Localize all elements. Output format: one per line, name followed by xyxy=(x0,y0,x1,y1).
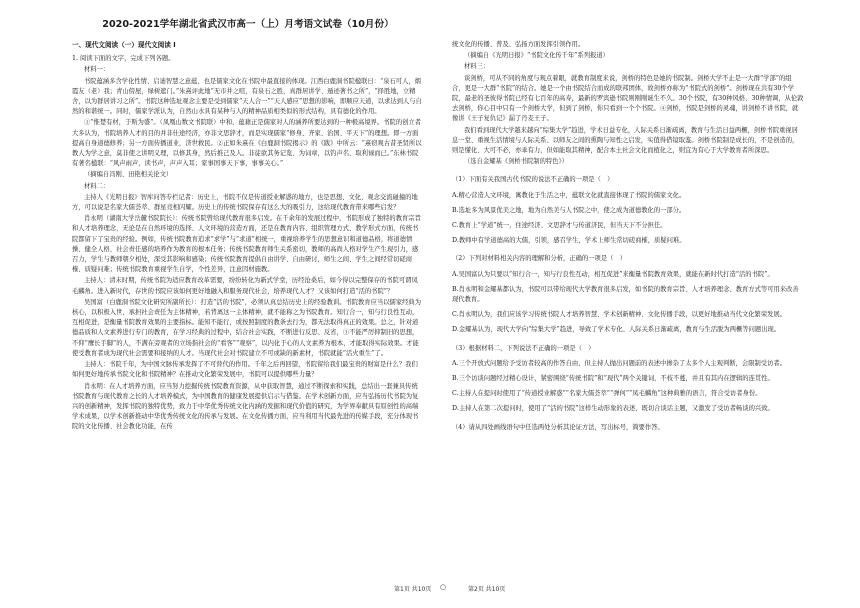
option: D.金耀基认为，现代大学向“综集大学”趋进，导致了学术专化、人际关系日渐疏离，教育与生活脱为两橛等问题出现。 xyxy=(452,326,781,334)
paragraph: 主持人：书院千年，为中国文脉传承发挥了不可替代的作用。千年之后再回望，书院留给我们最宝贵的财富是什么？我们如何更好地传承书院文化和书院精神？在推动文化繁荣发展中，书院可以提供哪些力量？ xyxy=(72,361,418,379)
source-note: （摘编自《光明日报》“书院文化传千年”系列报道） xyxy=(464,52,609,60)
paragraph: 我们看到现代大学越来越向“综集大学”趋进，学术日益专化，人际关系日渐疏离，教育与生活日益两橛，剑桥书院重视居息一堂、重视生活情境与人际关系、以师友之间的熏陶与知性之启发，实值得借镜取鉴。剑桥书院制是成长的，不是创造的，则是懂化、大可不必，亦乖有力，但如能取其精神，配合本土社会文化而植化之，则宜为有心于大学教育者所深思。 xyxy=(452,126,799,155)
question-intro: 1. 阅读下面的文字，完成下列各题。 xyxy=(72,55,175,63)
source-note: （摘编自冯刚、田艳相关论文） xyxy=(84,171,173,179)
paragraph: 主持人：清末时期，传统书院为适应教育改革需要，纷纷转化为新式学堂，历经沧桑后，如今得以完整保存的书院可谓凤毛麟角。进入新时代，存世的书院应该如何更好地融入和服务现代社会，培养现代人才？又该如何打造“活的书院”？ xyxy=(72,277,418,295)
option: C.肖永明认为，我们应该学习传统书院人才培养智慧、学术创新精神、文化传播手段，以更好地推动当代文化繁荣发展。 xyxy=(452,311,787,319)
paragraph: 吴国富（白鹿洞书院文化研究所副所长）：打造“活的书院”，必须认真总结历史上的经验教训。书院教育应当以儒家经典为核心，以积极入世、承担社会责任为主体精神，若背离这一主体精神，就不能称之为书院教育。知行合一，知与行良性互动，互相促进，是衡量书院教育效果的主要指标。能知不能行，或按照制度的教条去行为，都无法取得真正的效果。总之，针对道德品质和人文素养进行专门的教育，在学习经典的过程中，结合社会实践，不断进行反思、反省，③不能严厉抑制旧的思想，不仰“鹰长手脚”的人，不满在旁观者的立场指社会的“看客”“观察”，以内化于心的人文素养为根本，才能取得实际效果。才能使受教育者成为现代社会需要和接纳的人才。当现代社会对书院建立不可或缺的新素材，书院就能“活火重生”了。 xyxy=(72,298,422,357)
material-label: 材料二： xyxy=(84,182,110,190)
option: B.三个访谈问题经过精心设计，紧密围绕“传统书院”和“现代”两个关键词，不枝不蔓，并且有其内在逻辑的连贯性。 xyxy=(452,375,774,383)
material-label: 材料三： xyxy=(464,63,490,71)
option: A.三个开放式问题给予受访者较高的作答自由，但主持人抛出问题前的表述中掺杂了太多个人主观判断，会限制受访者。 xyxy=(452,359,786,367)
left-column xyxy=(72,40,424,434)
page-separator: ○ xyxy=(440,583,447,591)
right-column xyxy=(452,40,804,434)
option: D.主持人在第二次提问时，使用了“活的书院”这样生动形象的表述，既切合谈话主题，又激发了受访者畅谈的兴致。 xyxy=(452,405,774,413)
option: B.选址多为风景优美之地，地为自然美与人书院之中，使之成为道德教化的一部分。 xyxy=(452,206,686,214)
question: （3）根据材料二，下列说法不正确的一项是（ ） xyxy=(452,344,595,352)
question: （2）下列对材料相关内容的理解和分析，正确的一项是（ ） xyxy=(452,255,627,263)
option: A.吴国富认为只要以“知行合一，知与行良性互动，相互促进”来衡量书院教育效果，就能在新时代打造“活的书院”。 xyxy=(452,270,774,278)
exam-title: 2020-2021学年湖北省武汉市高一（上）月考语文试卷（10月份） xyxy=(102,19,394,30)
paragraph: 肖永明：在人才培养方面，应当努力挖掘传统书院教育资源，从中获取智慧，通过不断探索和实践，总结出一套兼具传统书院教育与现代教育之长的人才培养模式，为中国教育的健康发展提供启示与借鉴。在学术创新方面，应当弘扬历代书院为复兴的创新精神，发挥书院的独特优势，致力于中华优秀传统文化内涵的发掘和现代价值的研究，为学界奉献具有原创性的高端学术成果，以学术创新推动中华优秀传统文化的传承与发展。在文化传播方面，应当利用当代最先进的传媒手段，充分体现书院的文化传播、社会教化功能，在传 xyxy=(72,382,419,431)
paragraph: ①“惟楚有材，于斯为盛”。（凤凰山数文书院联）中和、蕴藉正是儒家对人的涵养所要达到的一种极高境界。书院的创立者大多认为，书院培养人才的目的并非仕途经济，亦非文思辞才，而是实现儒家“修身、齐家、治国、平天下”的理想。即一方面提高自身道德修养；另一方面传播道业，济世救民。②正如朱熹在《白鹿洞书院揭示》的《跋》中所云：“熹窃观古昔圣贤所以教人为学之意，莫非使之讲明义理，以修其身，然后推己及人。非徒欲其务记览、为词章，以钓声名、取利禄而已。”东林书院有著名楹联：“风声雨声，读书声，声声入耳；家事国事天下事，事事关心。” xyxy=(72,119,422,168)
material-label: 材料一： xyxy=(84,66,110,74)
question: （1）下面有关我国古代书院的说法不正确的一项是（ ） xyxy=(452,176,614,184)
paragraph: 主持人《光明日报》智库问答专栏记者：历史上，书院不仅是传道授业解惑的地方，也是思想、文化、观念交流碰撞的地方，可以说是名家大儒荟萃、群星竞相闪耀。历史上的传统书院保存有这么大的吸引力，这给现代教育带来哪些启发？ xyxy=(72,193,418,212)
paragraph: 肖永明（湖南大学岳麓书院院长）：传统书院曾给现代教育很多启发。在千余年的发展过程中，书院形成了独特的教育宗旨和人才培养理念，无论是在自然环境的选择、人文环境的营造方面，还是在教育内容、组织管理方式、教学形式方面，传统书院都留下了宝贵的经验。例如，传统书院教育追求“求学”与“求道”相统一，重视培养学生的思想意识和道德品格，将道德情操、健全人格、社会责任感的培养作为教育的根本任务；传统书院教育师生关系密切，教师的高尚人格对学生产生现引力，感召力，学生与教师朝夕相处，深受其影响和感染；传统书院教育提倡自由讲学、自由研讨，师生之间、学生之间经常切磋商榷、质疑问难；传统书院教育重视学生自学，个性差异，注意因材施教。 xyxy=(72,215,421,274)
source-note: （选自金耀基《剑桥书院制的特色》） xyxy=(464,158,568,166)
question: （4）请从四处画线语句中任选两处分析其论证方法，写出标号，简要作答。 xyxy=(452,423,664,431)
option: D.教师中有学道德高的大儒，引领，感召学生，学术上师生常切磋商榷，质疑问难。 xyxy=(452,237,686,245)
page-number-right: 第2页 共10页 xyxy=(468,586,506,593)
option: B.肖永明和金耀基都认为，书院可以带给现代大学教育很多启发，如书院的教育宗旨、人才培养理念、教育方式等可用来改善现代教育。 xyxy=(452,285,799,304)
option: C.教育上“学道”统一，住途经济、文思辞才与传道济民，但当天下不分担任。 xyxy=(452,222,667,230)
section-heading: 一、现代文阅读（一）现代文阅读 I xyxy=(72,41,176,49)
option: A.精心营造人文环境，寓教化于生活之中，蕴联文化就直接体现了书院的儒家文化。 xyxy=(452,191,686,199)
option: C.主持人在提问时使用了“传道授业解惑”“名家大儒荟萃”“弹何”“凤毛麟角”这种典雅的语言，符合受访者身份。 xyxy=(452,390,762,398)
paragraph: 书院蕴涵多含学化性情、启迪智慧之意蕴，也是儒家文化在书院中最直接的体现。江西白鹿洞书院楹联日：“泉石可人，烟霞友（老）我；青山傍屋，绿树遮门。”朱熹评此地“无市井之喧，有泉石之胜，真群居讲学、遁迹著书之所”，“择胜地，立精舍，以为群居讲习之所”。书院这种选址观念主要是受到儒家“天人合一”“天人感应”思想的影响，即顺应天道，以求达到人与自然的和谐统一。同时，儒家学派认为，自然山水具有某种与人的精神品质相类似的形式结构，具有德化的作用。 xyxy=(72,77,422,116)
paragraph: 谈剑桥，可从不同的角度与观点着眼，就教育制度来说，剑桥的特色是她的书院制。剑桥大学不止是一大群“学部”的组合，更是一大群“书院”的结合。她是一个由书院结合而成的联邦团体，故剑桥亦称为“书院式的剑桥”。剑桥现在共有30个学院，最老的圣彼得书院已经有七百年的高寿，最新的罗宾逊书院则刚刚诞生不久。30个书院，有30种风格、30种情调，从伦敦去剑桥，你心目中只有一个剑桥大学，但到了剑桥，你只看到一个个书院。④剑桥，书院是剑桥的灵魂，讲剑桥不讲书院，就像讲《王子复仇记》漏了丹麦王子。 xyxy=(452,74,804,123)
paragraph: 统文化的传播、普及、弘扬方面发挥引领作用。 xyxy=(452,41,585,48)
page-number-left: 第1页 共10页 xyxy=(394,586,432,593)
